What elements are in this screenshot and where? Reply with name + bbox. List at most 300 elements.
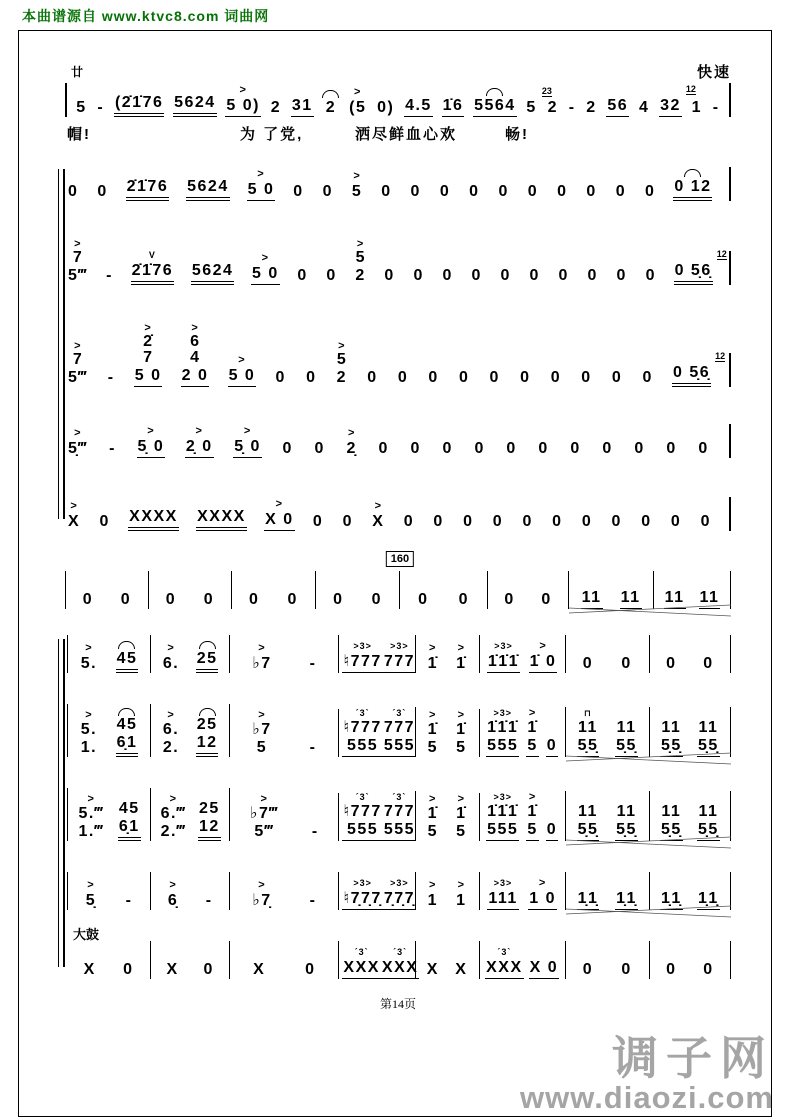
note-text: 0 12 — [673, 177, 712, 201]
note-token — [427, 642, 439, 673]
measure — [339, 707, 415, 757]
note-text: 0 — [458, 369, 470, 386]
note-token — [332, 578, 344, 609]
note-text: 0 — [203, 591, 215, 608]
upper-voice: ♭7‴ — [249, 805, 279, 822]
note-text — [116, 716, 139, 757]
upper-voice: 1̇ — [427, 805, 438, 822]
note-text: 0 — [602, 440, 613, 457]
note-text: 0 — [165, 591, 177, 608]
articulation-mark: > — [167, 642, 175, 654]
note-text: 0 — [293, 183, 304, 200]
measure — [650, 941, 731, 979]
note-text: 0 — [582, 655, 594, 672]
measure — [230, 709, 339, 757]
note-token — [186, 165, 230, 201]
note-text: 5624 — [186, 177, 230, 201]
articulation-mark: > — [429, 709, 437, 721]
note-text: XXXX — [128, 507, 179, 531]
note-token — [644, 170, 656, 201]
articulation-mark: >3> — [493, 878, 513, 888]
note-text: - — [568, 99, 576, 116]
note-text: 5 0 — [247, 180, 276, 201]
note-text: 1̣1̣ — [660, 889, 683, 910]
note-text: 2 — [270, 99, 282, 116]
note-token — [486, 791, 519, 841]
stave-row-3 — [67, 322, 731, 387]
note-text: - — [109, 440, 116, 457]
note-token — [697, 791, 720, 841]
chord-stack — [143, 334, 153, 366]
note-token — [381, 946, 420, 979]
upper-voice — [312, 805, 318, 823]
note-text — [309, 721, 318, 757]
measure — [67, 635, 151, 673]
articulation-mark: > — [356, 238, 365, 250]
note-token — [296, 254, 308, 285]
note-text: 0 — [641, 513, 652, 530]
note-token — [181, 322, 210, 387]
upper-voice: 1̇ — [527, 719, 538, 736]
articulation-mark: > — [195, 425, 203, 437]
note-text — [383, 719, 416, 757]
note-token — [383, 640, 416, 673]
note-token — [528, 877, 557, 910]
note-text — [342, 803, 382, 841]
tie-arc — [199, 641, 216, 649]
note-text: 2̣ 0 — [185, 437, 214, 458]
note-token — [371, 500, 385, 531]
note-text: 0 — [384, 267, 395, 284]
note-text — [486, 719, 519, 757]
note-text: 2̇1̇76 — [126, 177, 170, 201]
note-text: 0) — [377, 99, 395, 116]
note-text: 5 — [526, 99, 537, 116]
note-token — [441, 427, 453, 458]
lower-voice: 5 — [427, 823, 438, 840]
lower-voice: 5̣5̣ — [660, 737, 682, 754]
lower-voice: 5 — [527, 821, 538, 838]
note-text: 5̣ 0 — [233, 437, 262, 458]
note-text: 56 — [606, 96, 629, 117]
note-text: 0 — [439, 183, 451, 200]
barline — [729, 353, 731, 387]
note-token — [351, 170, 363, 201]
page-number: 第14页 — [379, 997, 416, 1011]
note-token — [577, 707, 600, 757]
lower-voice: - — [309, 739, 317, 756]
chord-note: 6 — [190, 333, 200, 350]
note-token — [251, 879, 272, 910]
interlude-line — [65, 553, 731, 609]
note-text: - — [107, 369, 115, 386]
note-token — [486, 707, 519, 757]
measure — [230, 941, 339, 979]
articulation-mark: ´3` — [355, 708, 370, 718]
note-text: 2 — [586, 99, 597, 116]
note-token — [556, 170, 568, 201]
note-token — [468, 170, 480, 201]
articulation-mark: > — [260, 793, 268, 805]
upper-voice: 11 — [616, 803, 637, 820]
measure — [230, 872, 339, 910]
note-token — [526, 707, 538, 757]
barline — [729, 167, 731, 201]
note-token — [314, 427, 326, 458]
articulation-mark: > — [87, 793, 95, 805]
lower-voice: 5̣5̣ — [660, 821, 682, 838]
measure — [232, 571, 316, 609]
articulation-mark: > — [528, 791, 537, 803]
note-text: 0 — [506, 440, 517, 457]
note-text: - — [309, 655, 317, 672]
note-token — [77, 793, 105, 841]
note-token — [67, 500, 81, 531]
note-text: 1̇ — [456, 655, 467, 672]
measure — [480, 941, 566, 979]
note-token — [75, 86, 87, 117]
note-token — [371, 578, 383, 609]
note-token — [342, 500, 354, 531]
note-text: 5 — [351, 183, 363, 200]
note-text: ♭7 — [252, 655, 272, 672]
note-token — [455, 793, 467, 841]
note-text: (5 — [349, 99, 367, 116]
note-text: 1 — [456, 892, 467, 909]
stave-row-4 — [67, 424, 731, 458]
articulation-mark: > — [191, 322, 199, 334]
upper-voice — [549, 719, 555, 737]
note-text: 0 — [203, 961, 214, 978]
upper-voice: 6. — [162, 721, 180, 738]
articulation-mark — [118, 704, 135, 716]
note-text: 0 — [586, 183, 597, 200]
articulation-mark: > — [275, 498, 284, 510]
note-text: X — [426, 961, 439, 978]
note-text: 0 — [442, 267, 453, 284]
measure — [416, 635, 480, 673]
barline — [729, 424, 731, 458]
note-token — [620, 642, 632, 673]
grace-notes: 12 — [715, 351, 726, 361]
note-text: 0 — [378, 440, 389, 457]
measure — [566, 791, 650, 841]
note-token — [309, 879, 318, 910]
note-token — [134, 322, 163, 387]
note-text: 0 — [275, 369, 286, 386]
note-text: 11 — [699, 588, 721, 609]
note-token — [409, 427, 421, 458]
chord-stack — [73, 250, 83, 266]
articulation-mark — [684, 165, 701, 177]
note-text: 0 — [645, 267, 656, 284]
note-token — [568, 86, 577, 117]
note-text: 0 — [367, 369, 378, 386]
measure — [416, 709, 480, 757]
articulation-mark: > — [144, 322, 152, 334]
lower-voice: 5 — [527, 737, 538, 754]
note-token — [485, 946, 524, 979]
lyric-text: 洒尽鲜血心欢 — [355, 126, 458, 143]
note-text — [455, 805, 467, 841]
note-token — [251, 252, 280, 285]
crescendo-hairpin — [569, 604, 731, 617]
chord-note: 5 — [355, 249, 366, 266]
note-token — [615, 707, 638, 757]
note-text: 0 — [550, 369, 562, 386]
articulation-mark: > — [354, 86, 362, 98]
lower-voice: 5‴ — [254, 823, 274, 840]
lower-voice: 2.‴ — [160, 823, 187, 840]
note-token — [439, 170, 451, 201]
chord-stack — [356, 250, 366, 266]
note-token — [282, 427, 294, 458]
note-text: 0 — [541, 591, 552, 608]
note-token — [527, 170, 539, 201]
note-text: 5̣ 0 — [137, 437, 166, 458]
articulation-mark: > — [457, 642, 466, 654]
articulation-mark: ´3` — [354, 947, 369, 957]
note-token — [198, 788, 221, 841]
note-text: - — [205, 892, 213, 909]
articulation-mark — [199, 704, 216, 716]
note-token — [292, 170, 304, 201]
note-token — [118, 788, 141, 841]
note-token — [601, 427, 613, 458]
measure — [566, 635, 650, 673]
note-token — [304, 948, 316, 979]
note-text: 1̣1̣ — [615, 889, 638, 910]
note-text: 0 — [428, 369, 439, 386]
crescendo-hairpin — [566, 905, 731, 918]
lyric-text: 帽! — [67, 126, 91, 143]
upper-voice: 11 — [661, 719, 682, 736]
note-token — [473, 427, 485, 458]
note-token — [442, 84, 465, 117]
lower-voice: 5̣5̣ — [698, 737, 719, 754]
note-text: 0 — [557, 183, 568, 200]
note-token — [126, 165, 170, 201]
upper-voice: 11 — [661, 803, 682, 820]
note-token — [660, 707, 683, 757]
note-token — [162, 709, 180, 757]
note-text — [196, 716, 219, 757]
note-token — [582, 642, 594, 673]
note-token — [322, 86, 339, 117]
note-text: 5 0 — [228, 366, 257, 387]
note-text: 0 — [634, 440, 645, 457]
note-token — [487, 640, 520, 673]
note-text: 111 — [487, 889, 518, 910]
measure — [151, 635, 230, 673]
articulation-mark: ´3` — [393, 947, 408, 957]
note-token — [659, 84, 696, 117]
note-text: 0 — [698, 440, 709, 457]
lower-voice: 5 — [427, 739, 438, 756]
measure — [339, 941, 419, 979]
note-token — [410, 170, 422, 201]
note-token — [505, 427, 517, 458]
upper-voice: 1̇ — [456, 721, 467, 738]
note-text: 2̣ — [346, 440, 357, 457]
articulation-mark: ´3` — [392, 708, 407, 718]
measure — [339, 791, 415, 841]
note-token — [114, 81, 164, 117]
note-token — [342, 877, 382, 910]
note-text: 0 — [314, 440, 325, 457]
note-token — [526, 791, 538, 841]
note-text: - — [712, 99, 720, 116]
note-text: 0 — [703, 961, 714, 978]
upper-voice: 11 — [616, 719, 637, 736]
note-text: - — [97, 99, 105, 116]
note-text: 31 — [291, 96, 314, 117]
articulation-mark: > — [85, 709, 93, 721]
note-token — [615, 170, 627, 201]
note-text: 1 0 — [528, 889, 557, 910]
note-text: - — [309, 892, 317, 909]
note-text: 0 — [120, 591, 132, 608]
note-text: 0 — [82, 591, 94, 608]
note-text: 5 0) — [225, 96, 261, 117]
note-text: 0 — [305, 961, 316, 978]
note-token — [569, 427, 581, 458]
lower-voice: 555 — [383, 737, 416, 754]
note-text — [160, 805, 188, 841]
note-token — [455, 709, 467, 757]
note-text: 0 — [645, 183, 656, 200]
note-text: 0 — [249, 591, 260, 608]
articulation-mark: > — [167, 709, 175, 721]
note-text: 0 — [581, 513, 593, 530]
note-token — [640, 500, 652, 531]
note-token — [458, 356, 470, 387]
lower-voice: 5 — [456, 739, 467, 756]
lyric-text: 为 了党, — [240, 126, 304, 143]
note-token — [427, 879, 439, 910]
measure — [416, 872, 480, 910]
note-token — [580, 356, 592, 387]
note-token — [125, 879, 134, 910]
note-token — [503, 578, 515, 609]
note-token — [473, 84, 517, 117]
note-text: 0 — [403, 513, 415, 530]
note-token — [342, 640, 382, 673]
note-token — [697, 427, 709, 458]
measure — [566, 707, 650, 757]
measure — [416, 941, 480, 979]
stave-row-5 — [67, 927, 731, 979]
note-text — [77, 805, 105, 841]
upper-voice: 25 — [198, 800, 220, 817]
articulation-mark: > — [457, 879, 466, 891]
note-token — [287, 578, 299, 609]
note-token — [432, 500, 444, 531]
measure — [339, 872, 415, 910]
measure — [230, 793, 339, 841]
note-token — [547, 86, 559, 117]
note-text: 5̣‴ — [68, 440, 88, 457]
note-token — [228, 354, 257, 387]
upper-voice: 6.‴ — [160, 805, 187, 822]
note-text: 5564 — [473, 96, 517, 117]
note-text: 1̇1̇1̇ — [487, 652, 520, 673]
articulation-mark: > — [87, 879, 95, 891]
note-text: 0 — [471, 267, 482, 284]
upper-voice: 25 — [196, 716, 218, 733]
upper-voice: 11 — [578, 803, 598, 820]
note-token — [85, 879, 97, 910]
note-token — [458, 578, 470, 609]
upper-voice: 45 — [116, 716, 138, 733]
note-text: 0 — [123, 961, 134, 978]
stave-row-5 — [67, 495, 731, 531]
note-text: 4 — [638, 99, 650, 116]
note-token — [691, 86, 703, 117]
note-token — [196, 637, 219, 673]
note-text: 6. — [162, 655, 180, 672]
note-text: 0 — [611, 369, 623, 386]
upper-voice — [549, 803, 555, 821]
note-text: 0 — [621, 655, 632, 672]
articulation-mark: >3> — [353, 641, 372, 651]
note-token — [383, 877, 416, 910]
barline — [65, 83, 67, 117]
note-text — [342, 719, 382, 757]
note-text: 0 — [498, 183, 509, 200]
note-text: 5 0 — [251, 264, 280, 285]
articulation-mark: > — [258, 879, 266, 891]
stave-row-3 — [67, 788, 731, 841]
note-token — [108, 427, 117, 458]
note-token — [383, 254, 395, 285]
note-token — [702, 642, 714, 673]
note-text: 0 — [529, 267, 540, 284]
note-text: 0 — [68, 183, 79, 200]
note-token — [611, 500, 623, 531]
lower-voice: 12 — [198, 818, 220, 835]
articulation-mark: > — [258, 709, 266, 721]
note-token — [205, 879, 214, 910]
note-token — [673, 165, 712, 201]
note-text: X — [372, 513, 385, 530]
barline — [729, 497, 731, 531]
note-token — [342, 791, 382, 841]
note-text: 5 0 — [134, 366, 163, 387]
note-text: 7̣7̣7̣ — [383, 889, 416, 910]
articulation-mark: > — [169, 879, 177, 891]
note-token — [633, 427, 645, 458]
note-token — [116, 637, 139, 673]
measure — [65, 571, 149, 609]
note-token — [670, 500, 682, 531]
note-text: X — [455, 961, 468, 978]
lower-voice: 555 — [347, 821, 379, 838]
note-token — [346, 427, 358, 458]
note-text: 0 — [666, 440, 677, 457]
note-text: 1 — [691, 99, 703, 116]
note-token — [546, 791, 558, 841]
measure — [416, 793, 480, 841]
articulation-mark: > — [539, 640, 547, 652]
note-text: XXX — [381, 958, 420, 979]
articulation-mark: >3> — [390, 641, 409, 651]
lyrics-row — [65, 121, 731, 147]
note-token — [454, 948, 468, 979]
note-token — [131, 249, 175, 285]
note-token — [225, 84, 261, 117]
articulation-mark — [118, 637, 135, 649]
